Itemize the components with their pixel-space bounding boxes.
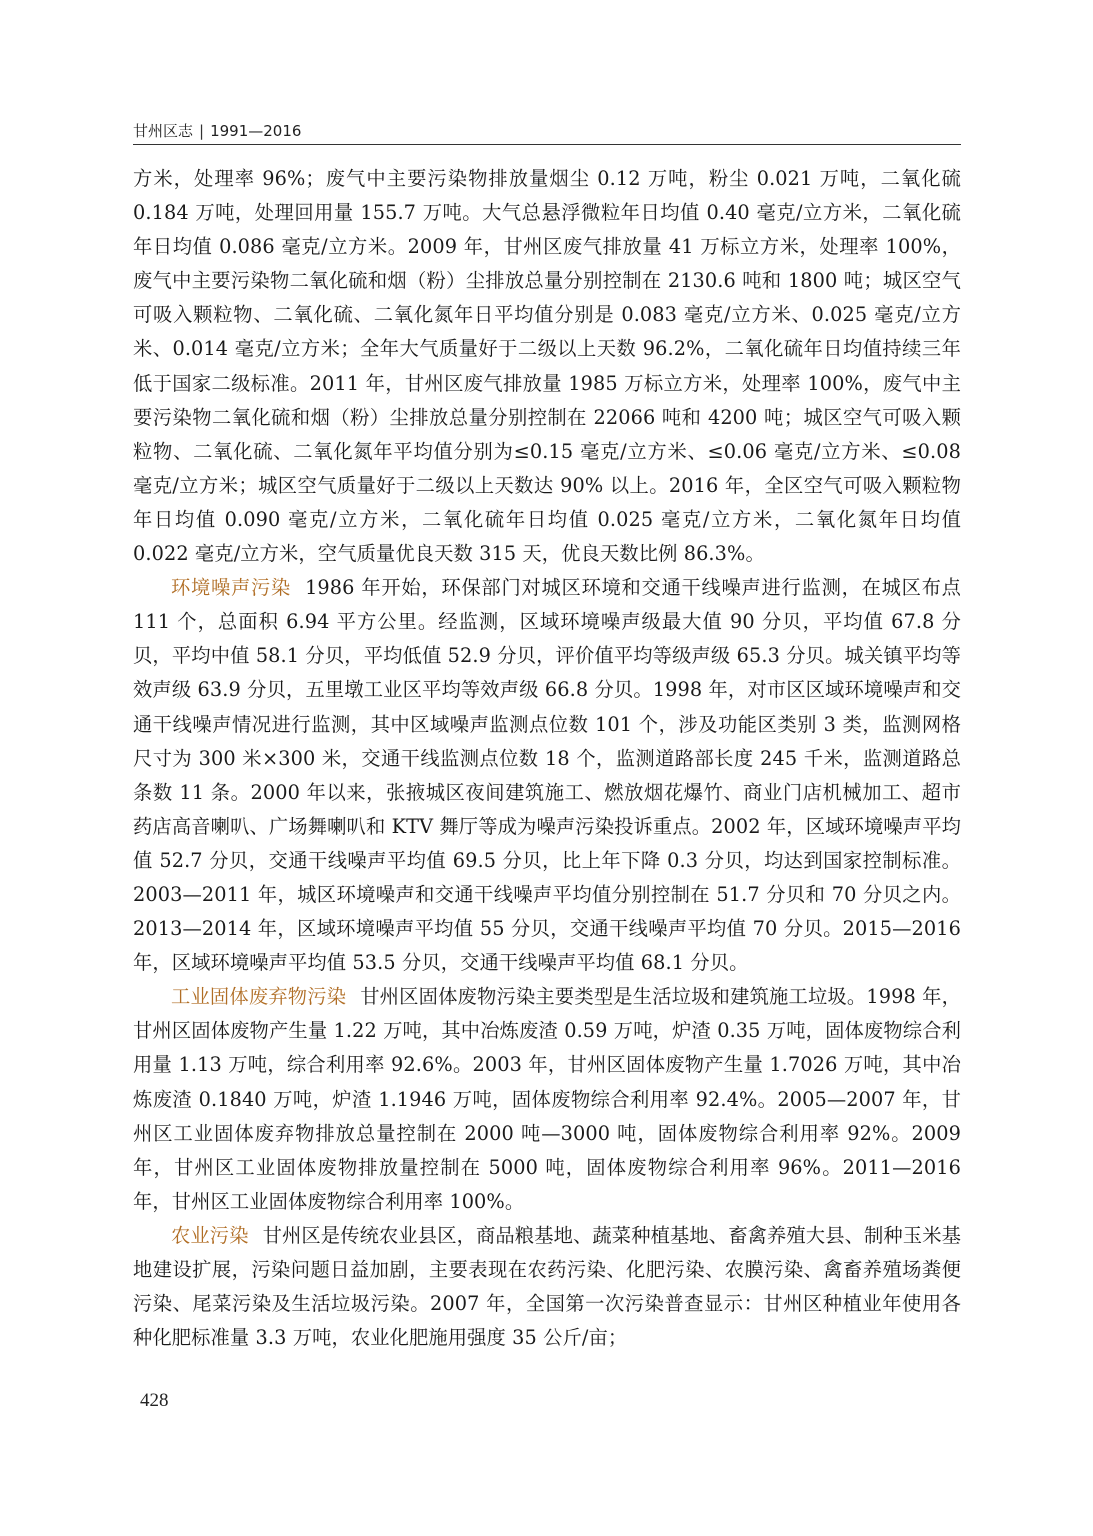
paragraph-agricultural-pollution	[133, 1219, 961, 1355]
year-range: 1991—2016	[210, 122, 302, 140]
section-heading-noise: 环境噪声污染	[171, 576, 292, 600]
header-rule	[133, 144, 961, 145]
paragraph-air-pollution	[133, 162, 961, 571]
section-heading-solid-waste: 工业固体废弃物污染	[171, 985, 347, 1009]
book-title: 甘州区志	[133, 122, 194, 140]
paragraph-noise-pollution	[133, 571, 961, 980]
header-separator: |	[199, 122, 205, 140]
running-header	[133, 120, 961, 144]
section-heading-agriculture: 农业污染	[171, 1223, 249, 1247]
paragraph-text: 方米，处理率 96%；废气中主要污染物排放量烟尘 0.12 万吨，粉尘 0.021 万吨，二氧化硫 0.184 万吨，处理回用量 155.7 万吨。大气总悬浮微粒年日均值 0.40 毫克/立方米，二氧化硫年日均值 0.086 毫克/立方米。2009 年，甘州区废气排放量 41 万标立方米，处理率 100%，废气中主要污染物二氧化硫和烟（粉）尘排放总量分别控制在 2130.6 吨和 1800 吨；城区空气可吸入颗粒物、二氧化硫、二氧化氮年日平均值分别是 0.083 毫克/立方米、0.025 毫克/立方米、0.014 毫克/立方米；全年大气质量好于二级以上天数 96.2%，二氧化硫年日均值持续三年低于国家二级标准。2011 年，甘州区废气排放量 1985 万标立方米，处理率 100%，废气中主要污染物二氧化硫和烟（粉）尘排放总量分别控制在 22066 吨和 4200 吨；城区空气可吸入颗粒物、二氧化硫、二氧化氮年平均值分别为≤0.15 毫克/立方米、≤0.06 毫克/立方米、≤0.08 毫克/立方米；城区空气质量好于二级以上天数达 90% 以上。2016 年，全区空气可吸入颗粒物年日均值 0.090 毫克/立方米，二氧化硫年日均值 0.025 毫克/立方米，二氧化氮年日均值 0.022 毫克/立方米，空气质量优良天数 315 天，优良天数比例 86.3%。	[133, 167, 961, 566]
page-number: 428	[140, 1390, 169, 1411]
paragraph-text: 1986 年开始，环保部门对城区环境和交通干线噪声进行监测，在城区布点 111 个，总面积 6.94 平方公里。经监测，区域环境噪声级最大值 90 分贝，平均值 67.8 分贝，平均中值 58.1 分贝，平均低值 52.9 分贝，评价值平均等级声级 65.3 分贝。城关镇平均等效声级 63.9 分贝，五里墩工业区平均等效声级 66.8 分贝。1998 年，对市区区域环境噪声和交通干线噪声情况进行监测，其中区域噪声监测点位数 101 个，涉及功能区类别 3 类，监测网格尺寸为 300 米×300 米，交通干线监测点位数 18 个，监测道路部长度 245 千米，监测道路总条数 11 条。2000 年以来，张掖城区夜间建筑施工、燃放烟花爆竹、商业门店机械加工、超市药店高音喇叭、广场舞喇叭和 KTV 舞厅等成为噪声污染投诉重点。2002 年，区域环境噪声平均值 52.7 分贝，交通干线噪声平均值 69.5 分贝，比上年下降 0.3 分贝，均达到国家控制标准。2003—2011 年，城区环境噪声和交通干线噪声平均值分别控制在 51.7 分贝和 70 分贝之内。2013—2014 年，区域环境噪声平均值 55 分贝，交通干线噪声平均值 70 分贝。2015—2016 年，区域环境噪声平均值 53.5 分贝，交通干线噪声平均值 68.1 分贝。	[133, 576, 961, 975]
paragraph-text: 甘州区固体废物污染主要类型是生活垃圾和建筑施工垃圾。1998 年，甘州区固体废物产生量 1.22 万吨，其中冶炼废渣 0.59 万吨，炉渣 0.35 万吨，固体废物综合利用量 1.13 万吨，综合利用率 92.6%。2003 年，甘州区固体废物产生量 1.7026 万吨，其中冶炼废渣 0.1840 万吨，炉渣 1.1946 万吨，固体废物综合利用率 92.4%。2005—2007 年，甘州区工业固体废弃物排放总量控制在 2000 吨—3000 吨，固体废物综合利用率 92%。2009 年，甘州区工业固体废物排放量控制在 5000 吨，固体废物综合利用率 96%。2011—2016 年，甘州区工业固体废物综合利用率 100%。	[133, 985, 962, 1213]
paragraph-text: 甘州区是传统农业县区，商品粮基地、蔬菜种植基地、畜禽养殖大县、制种玉米基地建设扩展，污染问题日益加剧，主要表现在农药污染、化肥污染、农膜污染、禽畜养殖场粪便污染、尾菜污染及生活垃圾污染。2007 年，全国第一次污染普查显示：甘州区种植业年使用各种化肥标准量 3.3 万吨，农业化肥施用强度 35 公斤/亩；	[133, 1223, 961, 1350]
body-text	[133, 162, 961, 1355]
paragraph-solid-waste	[133, 980, 961, 1219]
